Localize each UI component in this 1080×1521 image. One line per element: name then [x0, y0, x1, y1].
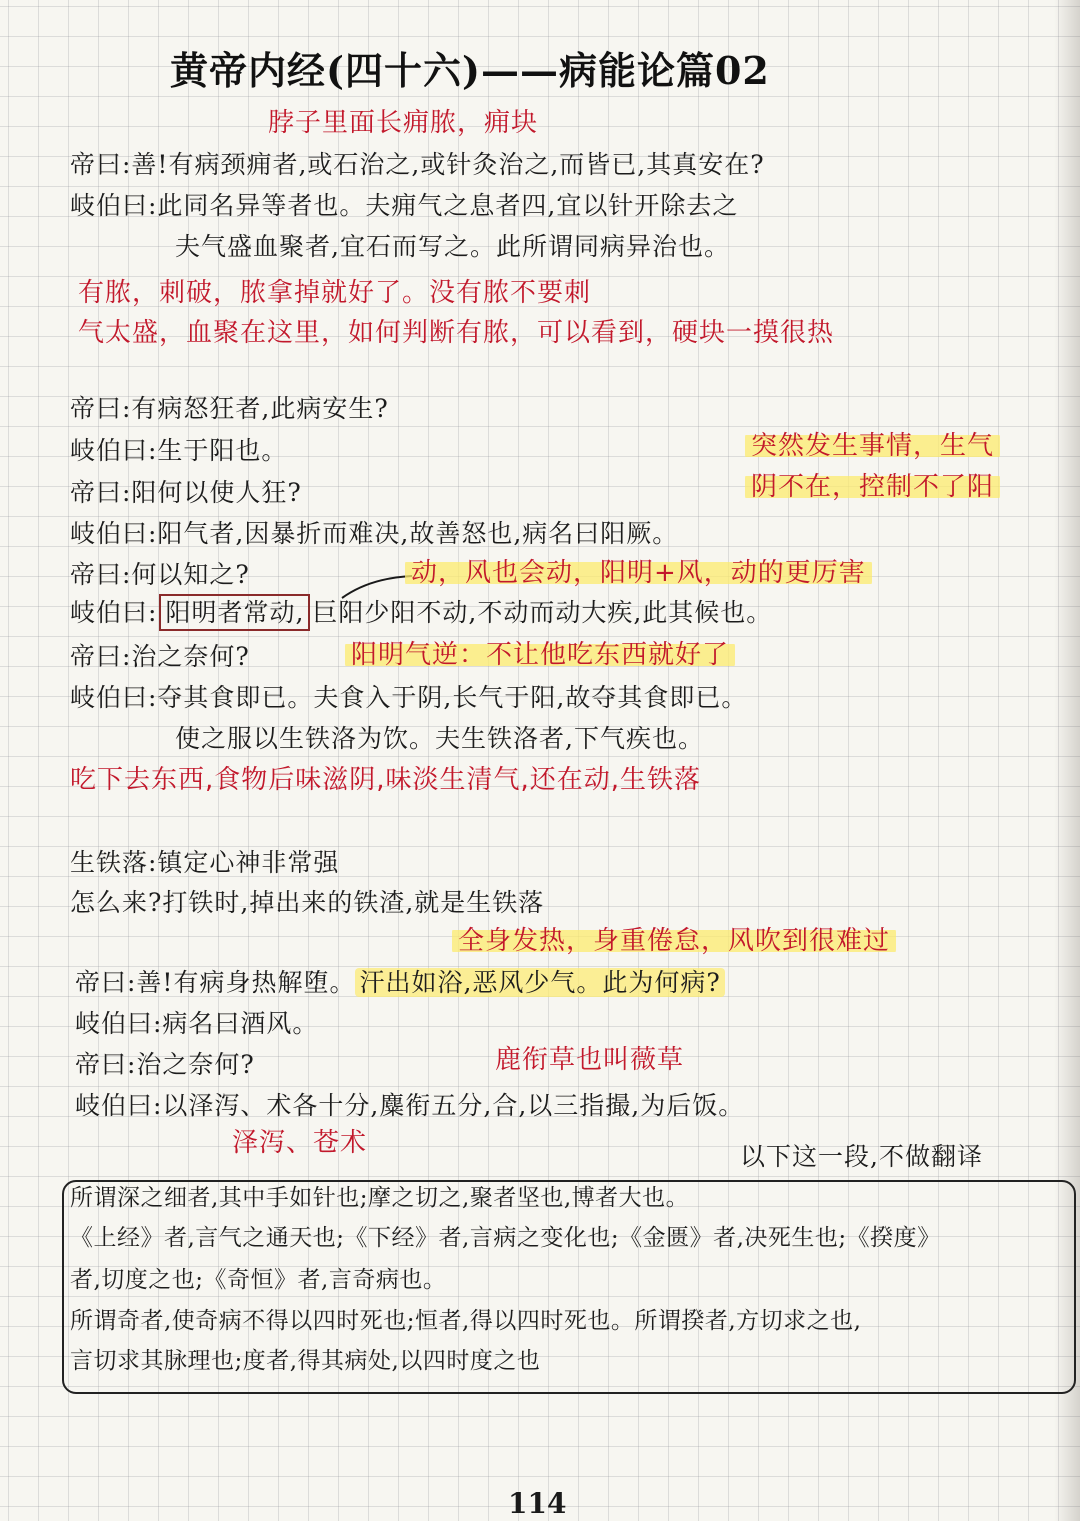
text-line: 帝曰:有病怒狂者,此病安生? [70, 394, 389, 423]
text-segment: 帝曰:善!有病身热解堕。 [75, 968, 356, 997]
text-line: 岐伯曰:此同名异等者也。夫痈气之息者四,宜以针开除去之 [70, 191, 739, 220]
text-line: 夫气盛血聚者,宜石而写之。此所谓同病异治也。 [175, 232, 730, 261]
note-line: 气太盛，血聚在这里，如何判断有脓，可以看到，硬块一摸很热 [78, 318, 835, 348]
note-line: 吃下去东西,食物后味滋阴,味淡生清气,还在动,生铁落 [70, 765, 702, 795]
text-line: 岐伯曰:以泽泻、术各十分,麋衔五分,合,以三指撮,为后饭。 [75, 1091, 745, 1120]
box-line: 者,切度之也;《奇恒》者,言奇病也。 [70, 1267, 447, 1293]
note-line: 鹿衔草也叫薇草 [495, 1045, 685, 1075]
text-line: 帝曰:治之奈何? [75, 1050, 255, 1079]
text-line: 帝曰:阳何以使人狂? [70, 478, 302, 507]
text-line-highlighted [75, 970, 725, 995]
text-line: 岐伯曰:夺其食即已。夫食入于阴,长气于阳,故夺其食即已。 [70, 683, 748, 712]
box-line: 所谓深之细者,其中手如针也;摩之切之,聚者坚也,博者大也。 [70, 1185, 690, 1211]
text-line: 岐伯曰:阳气者,因暴折而难决,故善怒也,病名曰阳厥。 [70, 519, 679, 548]
highlighted-note: 全身发热，身重倦怠，风吹到很难过 [452, 928, 896, 954]
boxed-phrase: 阳明者常动, [159, 594, 310, 631]
text-line: 帝曰:善!有病颈痈者,或石治之,或针灸治之,而皆已,其真安在? [70, 150, 765, 179]
text-line: 生铁落:镇定心神非常强 [70, 848, 340, 877]
highlighted-note: 动，风也会动，阳明+风，动的更厉害 [405, 560, 872, 586]
text-line: 岐伯曰:病名曰酒风。 [75, 1009, 319, 1038]
box-line: 所谓奇者,使奇病不得以四时死也;恒者,得以四时死也。所谓揆者,方切求之也, [70, 1308, 862, 1334]
text-line: 岐伯曰:生于阳也。 [70, 436, 288, 465]
box-line: 《上经》者,言气之通天也;《下经》者,言病之变化也;《金匮》者,决死生也;《揆度》 [70, 1225, 941, 1251]
text-segment: 岐伯曰: [70, 598, 158, 627]
box-line: 言切求其脉理也;度者,得其病处,以四时度之也 [70, 1348, 541, 1374]
text-line: 帝曰:何以知之? [70, 560, 250, 589]
note-line: 泽泻、苍术 [232, 1128, 368, 1158]
note-subtitle: 脖子里面长痈脓，痈块 [268, 108, 539, 138]
highlighted-note: 阳明气逆：不让他吃东西就好了 [345, 642, 735, 668]
page-number: 114 [508, 1487, 567, 1520]
page-title: 黄帝内经(四十六)——病能论篇02 [170, 48, 770, 93]
text-line: 帝曰:治之奈何? [70, 642, 250, 671]
highlighted-note: 突然发生事情，生气 [745, 433, 1000, 459]
note-line: 有脓，刺破，脓拿掉就好了。没有脓不要刺 [78, 278, 592, 308]
text-line: 怎么来?打铁时,掉出来的铁渣,就是生铁落 [70, 888, 545, 917]
highlighted-phrase: 汗出如浴,恶风少气。此为何病? [355, 968, 724, 997]
text-line-boxed [70, 600, 772, 625]
highlighted-note: 阴不在，控制不了阳 [745, 474, 1000, 500]
text-line: 使之服以生铁洛为饮。夫生铁洛者,下气疾也。 [175, 724, 704, 753]
text-segment: 巨阳少阳不动,不动而动大疾,此其候也。 [312, 598, 773, 627]
text-line: 以下这一段,不做翻译 [740, 1142, 983, 1171]
annotation-arrow-line [340, 570, 415, 600]
